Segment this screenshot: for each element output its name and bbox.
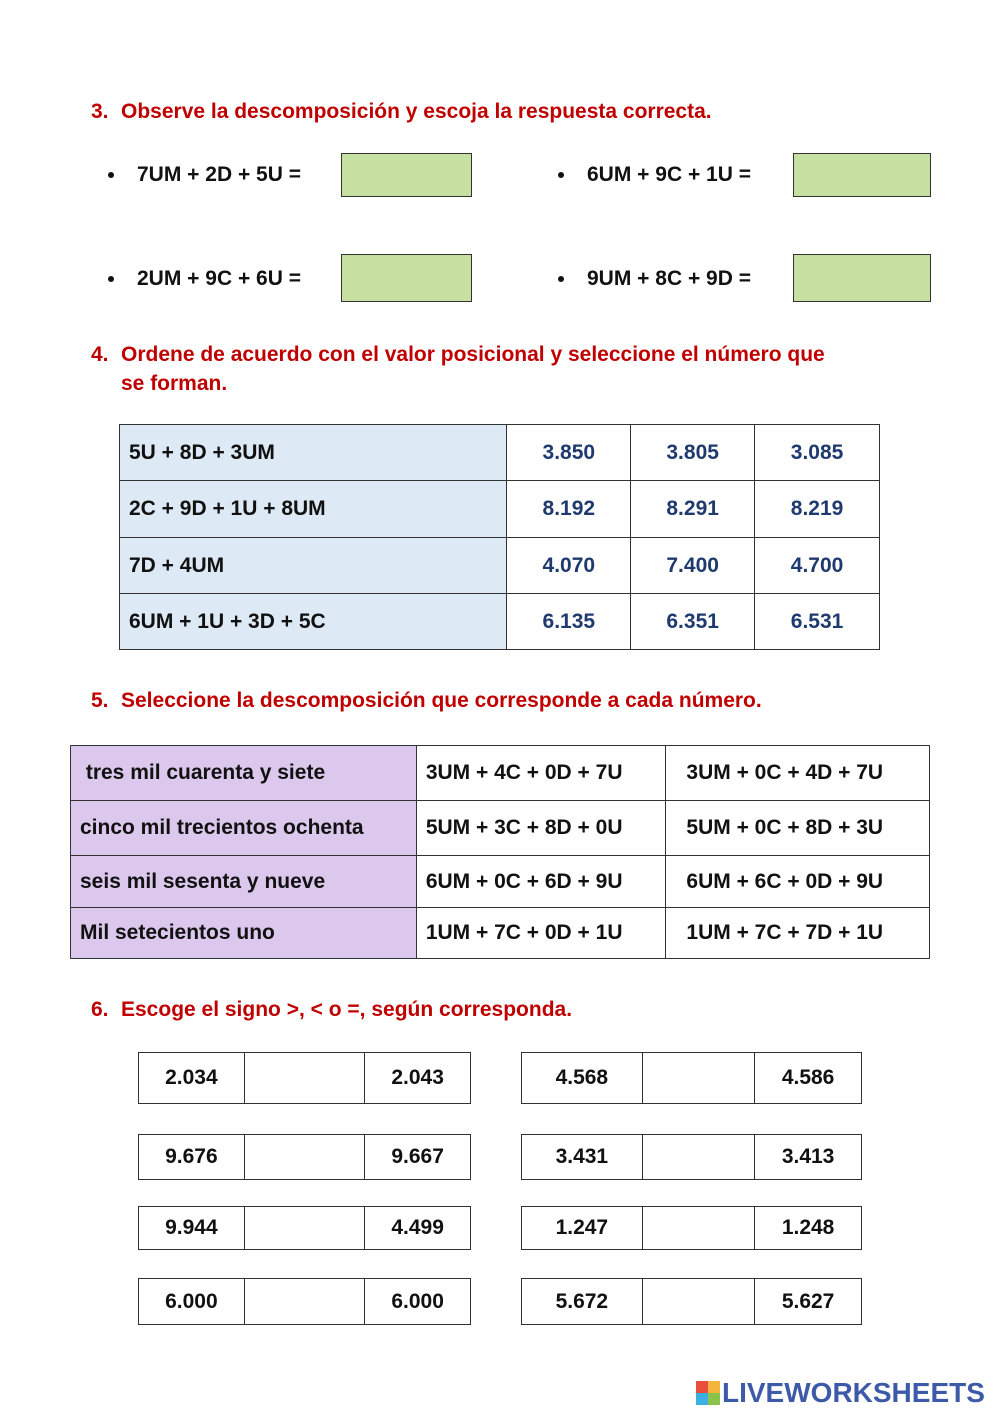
comparison-number-a: 5.672 [522, 1279, 643, 1325]
q3-item-label: 9UM + 8C + 9D = [587, 267, 751, 290]
comparison-number-b: 9.667 [365, 1135, 471, 1180]
q4-option[interactable]: 3.850 [507, 425, 631, 481]
answer-box[interactable] [793, 254, 931, 302]
table-row [120, 538, 880, 594]
q4-option[interactable]: 4.070 [507, 538, 631, 594]
q4-option[interactable]: 3.805 [631, 425, 755, 481]
q4-number: 4. [91, 343, 109, 366]
comparison-number-a: 6.000 [139, 1279, 245, 1325]
comparison-number-a: 9.676 [139, 1135, 245, 1180]
q4-option[interactable]: 3.085 [755, 425, 880, 481]
sign-input-box[interactable] [642, 1135, 755, 1180]
sign-input-box[interactable] [244, 1135, 364, 1180]
q4-expression: 2C + 9D + 1U + 8UM [120, 481, 507, 538]
comparison-number-a: 3.431 [522, 1135, 643, 1180]
q5-option[interactable]: 3UM + 4C + 0D + 7U [416, 746, 666, 801]
q4-option[interactable]: 8.291 [631, 481, 755, 538]
comparison-row [138, 1134, 471, 1180]
comparison-number-a: 1.247 [522, 1207, 643, 1250]
q5-option[interactable]: 1UM + 7C + 0D + 1U [416, 908, 666, 959]
table-row [71, 856, 930, 908]
bullet-icon [558, 276, 564, 282]
q3-title-text: Observe la descomposición y escoja la respuesta correcta. [121, 100, 712, 123]
q5-option[interactable]: 6UM + 0C + 6D + 9U [416, 856, 666, 908]
q5-option[interactable]: 6UM + 6C + 0D + 9U [666, 856, 930, 908]
q5-number: 5. [91, 689, 109, 712]
comparison-number-b: 5.627 [755, 1279, 862, 1325]
answer-box[interactable] [341, 153, 472, 197]
table-row [120, 425, 880, 481]
q5-option[interactable]: 3UM + 0C + 4D + 7U [666, 746, 930, 801]
bullet-icon [558, 172, 564, 178]
q3-item-label: 2UM + 9C + 6U = [137, 267, 301, 290]
q4-option[interactable]: 8.192 [507, 481, 631, 538]
sign-input-box[interactable] [244, 1207, 364, 1250]
q4-title-line2: se forman. [121, 372, 228, 395]
comparison-number-a: 9.944 [139, 1207, 245, 1250]
table-row [71, 801, 930, 856]
comparison-row [521, 1052, 862, 1104]
q4-option[interactable]: 7.400 [631, 538, 755, 594]
watermark-text: LIVEWORKSHEETS [722, 1377, 985, 1408]
sign-input-box[interactable] [642, 1207, 755, 1250]
q3-number: 3. [91, 100, 109, 123]
q4-expression: 5U + 8D + 3UM [120, 425, 507, 481]
comparison-number-a: 2.034 [139, 1053, 245, 1104]
bullet-icon [108, 276, 114, 282]
table-row [120, 481, 880, 538]
liveworksheets-watermark [696, 1376, 985, 1410]
q5-number-words: tres mil cuarenta y siete [71, 746, 417, 801]
q4-title-line1: Ordene de acuerdo con el valor posicional y seleccione el número que [121, 343, 825, 366]
table-row [71, 746, 930, 801]
answer-box[interactable] [341, 254, 472, 302]
liveworksheets-logo-icon [696, 1381, 720, 1405]
comparison-number-b: 3.413 [755, 1135, 862, 1180]
q4-option[interactable]: 4.700 [755, 538, 880, 594]
sign-input-box[interactable] [642, 1279, 755, 1325]
comparison-row [138, 1206, 471, 1250]
table-row [120, 594, 880, 650]
comparison-row [521, 1134, 862, 1180]
sign-input-box[interactable] [642, 1053, 755, 1104]
q5-number-words: cinco mil trecientos ochenta [71, 801, 417, 856]
q5-option[interactable]: 5UM + 3C + 8D + 0U [416, 801, 666, 856]
q4-expression: 6UM + 1U + 3D + 5C [120, 594, 507, 650]
comparison-row [521, 1206, 862, 1250]
comparison-number-b: 6.000 [365, 1279, 471, 1325]
answer-box[interactable] [793, 153, 931, 197]
comparison-row [521, 1278, 862, 1325]
q4-option[interactable]: 6.531 [755, 594, 880, 650]
q6-number: 6. [91, 998, 109, 1021]
q4-expression: 7D + 4UM [120, 538, 507, 594]
sign-input-box[interactable] [244, 1053, 364, 1104]
bullet-icon [108, 172, 114, 178]
q4-option[interactable]: 6.135 [507, 594, 631, 650]
q4-option[interactable]: 6.351 [631, 594, 755, 650]
q4-title [91, 340, 971, 400]
q5-table [70, 745, 930, 959]
q5-title-text: Seleccione la descomposición que corresponde a cada número. [121, 689, 762, 712]
q4-option[interactable]: 8.219 [755, 481, 880, 538]
comparison-number-b: 1.248 [755, 1207, 862, 1250]
q5-option[interactable]: 5UM + 0C + 8D + 3U [666, 801, 930, 856]
comparison-row [138, 1052, 471, 1104]
sign-input-box[interactable] [244, 1279, 364, 1325]
comparison-number-b: 2.043 [365, 1053, 471, 1104]
q6-title-text: Escoge el signo >, < o =, según corresponda. [121, 998, 573, 1021]
q4-table [119, 424, 880, 650]
comparison-number-a: 4.568 [522, 1053, 643, 1104]
comparison-row [138, 1278, 471, 1325]
q5-number-words: seis mil sesenta y nueve [71, 856, 417, 908]
comparison-number-b: 4.499 [365, 1207, 471, 1250]
q5-number-words: Mil setecientos uno [71, 908, 417, 959]
q3-item-label: 7UM + 2D + 5U = [137, 163, 301, 186]
table-row [71, 908, 930, 959]
q5-option[interactable]: 1UM + 7C + 7D + 1U [666, 908, 930, 959]
comparison-number-b: 4.586 [755, 1053, 862, 1104]
q3-item-label: 6UM + 9C + 1U = [587, 163, 751, 186]
